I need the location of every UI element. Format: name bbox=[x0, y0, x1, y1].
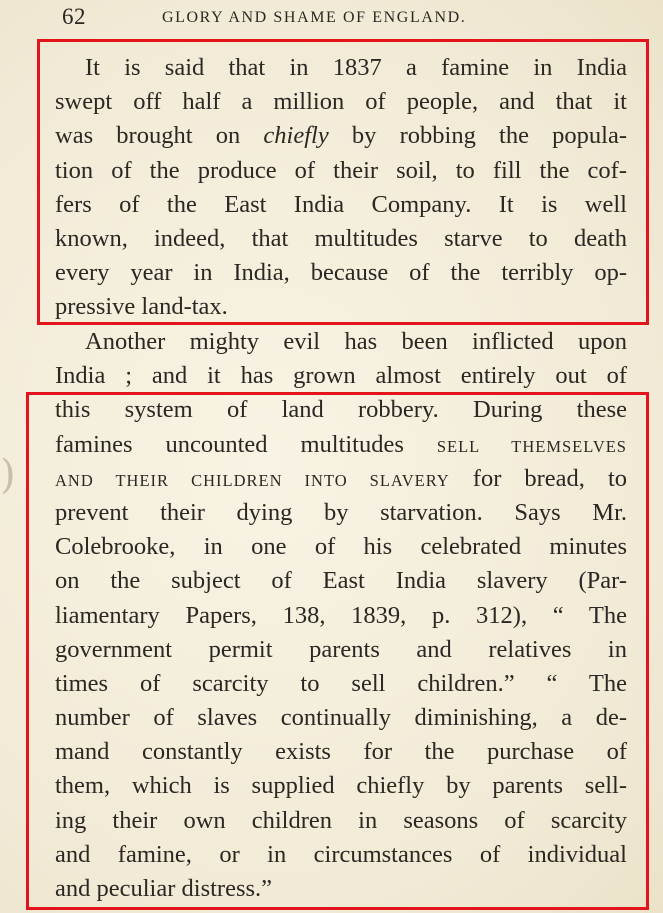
text-line: fers of the East India Company. It is well bbox=[55, 190, 627, 218]
text-span: by robbing the popula- bbox=[351, 122, 627, 150]
text-line: Another mighty evil has been inflicted upon bbox=[85, 328, 627, 355]
text-line: ing their own children in seasons of scarcity bbox=[55, 806, 627, 834]
highlight-box-famine bbox=[37, 39, 649, 325]
page-number: 62 bbox=[62, 4, 86, 29]
text-line: and famine, or in circumstances of individual bbox=[55, 840, 627, 868]
margin-bracket-mark: ) bbox=[0, 452, 16, 498]
running-head: GLORY AND SHAME OF ENGLAND. bbox=[162, 9, 467, 26]
small-caps-emphasis: SELL THEMSELVES bbox=[436, 436, 627, 456]
text-line: mand constantly exists for the purchase of bbox=[55, 738, 627, 766]
text-line: them, which is supplied chiefly by parents sell- bbox=[55, 772, 627, 800]
text-line: pressive land-tax. bbox=[55, 293, 228, 321]
text-line: known, indeed, that multitudes starve to death bbox=[55, 224, 627, 252]
text-span: for bread, to bbox=[472, 464, 628, 492]
text-span: famines uncounted multitudes bbox=[55, 430, 404, 458]
italic-emphasis: chiefly bbox=[263, 122, 329, 150]
highlight-box-slavery bbox=[26, 392, 649, 910]
text-span: was brought on bbox=[55, 122, 241, 150]
text-line: It is said that in 1837 a famine in India bbox=[85, 54, 627, 81]
page-header bbox=[62, 4, 622, 32]
text-line: Colebrooke, in one of his celebrated minutes bbox=[55, 533, 627, 561]
text-line: on the subject of East India slavery (Par- bbox=[55, 567, 627, 595]
text-line: this system of land robbery. During these bbox=[55, 396, 627, 424]
text-line: liamentary Papers, 138, 1839, p. 312), “ The bbox=[55, 601, 627, 629]
text-line: government permit parents and relatives in bbox=[55, 635, 627, 663]
text-line: and peculiar distress.” bbox=[55, 875, 273, 902]
text-line: prevent their dying by starvation. Says Mr. bbox=[55, 498, 627, 526]
text-line: times of scarcity to sell children.” “ The bbox=[55, 669, 627, 697]
text-line: tion of the produce of their soil, to fill the cof- bbox=[55, 156, 627, 184]
text-line: every year in India, because of the terribly op- bbox=[55, 259, 627, 287]
small-caps-emphasis: AND THEIR CHILDREN INTO SLAVERY bbox=[55, 470, 450, 490]
text-line: swept off half a million of people, and that it bbox=[55, 88, 627, 116]
text-line: India ; and it has grown almost entirely out of bbox=[55, 362, 627, 390]
text-line: number of slaves continually diminishing, a de- bbox=[55, 704, 627, 732]
